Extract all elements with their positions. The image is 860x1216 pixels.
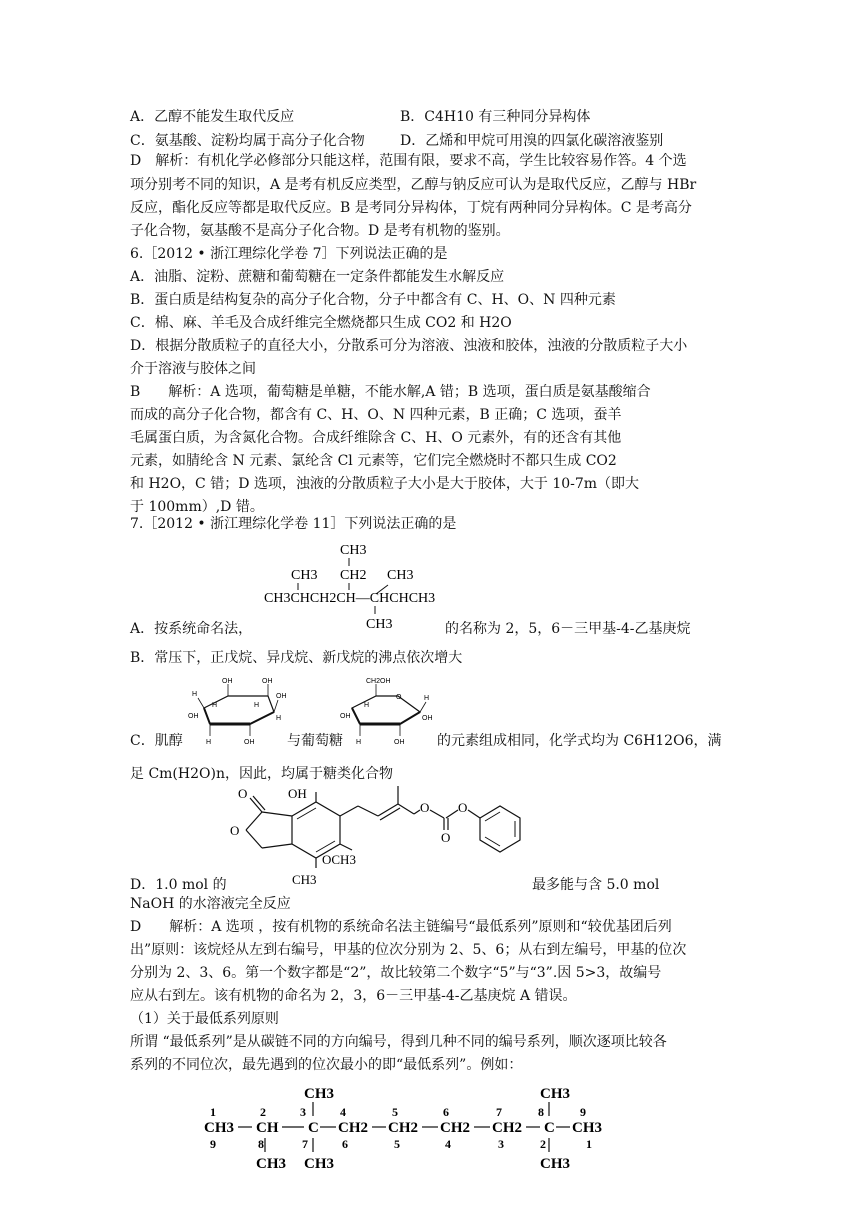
glucose-structure <box>340 676 440 748</box>
example-num-top-7: 7 <box>496 1105 502 1119</box>
example-num-top-2: 2 <box>260 1105 266 1119</box>
q5-option-c: C．氨基酸、淀粉均属于高分子化合物 <box>130 133 365 149</box>
q6-answer-line-6: 于 100mm）,D 错。 <box>130 499 264 515</box>
q5-answer-line-1: D 解析：有机化学必修部分只能这样，范围有限，要求不高，学生比较容易作答。4 个选 <box>130 153 687 169</box>
example-bottom-ch3-c2: CH3 <box>256 1156 286 1172</box>
q7-answer-line-3: 分别为 2、3、6。第一个数字都是“2”，故比较第二个数字“5”与“3”.因 5>3，故编号 <box>130 965 662 981</box>
struct-a-top-ch3: CH3 <box>340 543 367 558</box>
example-bottom-ch3-c3: CH3 <box>304 1156 334 1172</box>
q7-option-c-line-2: 足 Cm(H2O)n，因此，均属于糖类化合物 <box>130 766 393 782</box>
struct-a-main-chain: CH3CHCH2CH—CHCHCH3 <box>264 591 436 606</box>
alkane-structure-a <box>258 538 448 634</box>
example-c8: C <box>544 1120 555 1136</box>
q7-stem: 7.［2012 • 浙江理综化学卷 11］下列说法正确的是 <box>130 516 457 532</box>
q7-answer-line-1: D 解析：A 选项 ，按有机物的系统命名法主链编号“最低系列”原则和“较优基团后列 <box>130 919 672 935</box>
compound-d-oh: OH <box>288 786 307 801</box>
q7-subsection-line-2: 所谓 “最低系列”是从碳链不同的方向编号，得到几种不同的编号系列，顺次逐项比较各 <box>130 1034 667 1050</box>
glucose-h-1: H <box>424 695 430 702</box>
compound-d-ring-o: O <box>230 823 240 838</box>
example-num-top-3: 3 <box>300 1105 306 1119</box>
q6-answer-line-3: 毛属蛋白质，为含氮化合物。合成纤维除含 C、H、O 元素外，有的还含有其他 <box>130 430 622 446</box>
example-c5: CH2 <box>388 1120 418 1136</box>
q7-subsection-1: （1）关于最低系列原则 <box>130 1011 279 1027</box>
q6-answer-line-2: 而成的高分子化合物，都含有 C、H、O、N 四种元素，B 正确；C 选项，蚕羊 <box>130 407 622 423</box>
example-top-ch3-c8: CH3 <box>540 1086 570 1102</box>
example-num-top-9: 9 <box>580 1105 586 1119</box>
q6-answer-line-4: 元素，如腈纶含 N 元素、氯纶含 Cl 元素等，它们完全燃烧时不都只生成 CO2 <box>130 453 617 469</box>
compound-d-ester-o2: O <box>458 800 468 815</box>
q7-option-d-suffix: 最多能与含 5.0 mol <box>532 877 660 893</box>
struct-a-ch3-left: CH3 <box>291 568 318 583</box>
example-c1: CH3 <box>204 1120 234 1136</box>
struct-a-ch3-right: CH3 <box>387 568 414 583</box>
q7-option-a-suffix: 的名称为 2，5，6－三甲基-4-乙基庚烷 <box>445 621 691 637</box>
example-c3: C <box>308 1120 319 1136</box>
inositol-h-4: H <box>276 715 282 722</box>
example-c4: CH2 <box>338 1120 368 1136</box>
inositol-structure <box>188 676 288 748</box>
glucose-ring-o: O <box>396 694 402 701</box>
q7-option-c-middle: 与葡萄糖 <box>287 733 343 749</box>
example-top-ch3-c3: CH3 <box>304 1086 334 1102</box>
q6-answer-line-1: B 解析：A 选项，葡萄糖是单糖，不能水解,A 错；B 选项，蛋白质是氨基酸缩合 <box>130 384 651 400</box>
inositol-oh-5: OH <box>244 739 255 746</box>
q6-option-b: B．蛋白质是结构复杂的高分子化合物，分子中都含有 C、H、O、N 四种元素 <box>130 292 616 308</box>
q7-option-d-line-2: NaOH 的水溶液完全反应 <box>130 896 291 912</box>
q6-answer-line-5: 和 H2O，C 错；D 选项，浊液的分散质粒子大小是大于胶体，大于 10-7m（即大 <box>130 476 640 492</box>
example-num-top-1: 1 <box>210 1105 216 1119</box>
q7-answer-line-4: 应从右到左。该有机物的命名为 2，3，6－三甲基-4-乙基庚烷 A 错误。 <box>130 988 577 1004</box>
glucose-oh-1: OH <box>340 713 351 720</box>
q6-option-d-line-2: 介于溶液与胶体之间 <box>130 361 256 377</box>
example-c7: CH2 <box>492 1120 522 1136</box>
q5-answer-line-2: 项分别考不同的知识，A 是考有机反应类型，乙醇与钠反应可认为是取代反应，乙醇与 HBr <box>130 177 697 193</box>
compound-d-ch3: CH3 <box>292 872 317 887</box>
q6-option-a: A．油脂、淀粉、蔗糖和葡萄糖在一定条件都能发生水解反应 <box>130 269 505 285</box>
example-num-top-5: 5 <box>392 1105 398 1119</box>
inositol-oh-2: OH <box>262 678 273 685</box>
q7-option-c-suffix: 的元素组成相同，化学式均为 C6H12O6，满 <box>437 733 722 749</box>
inositol-h-5: H <box>206 739 212 746</box>
inositol-oh-1: OH <box>222 678 233 685</box>
struct-a-ch2: CH2 <box>340 568 367 583</box>
q7-option-a-prefix: A．按系统命名法， <box>130 621 253 637</box>
compound-d-carbonate-o: O <box>441 830 451 845</box>
q7-option-d-prefix: D．1.0 mol 的 <box>130 877 227 893</box>
example-c9: CH3 <box>572 1120 602 1136</box>
compound-d-carbonyl-o: O <box>238 786 248 801</box>
q7-answer-line-2: 出”原则：该烷烃从左到右编号，甲基的位次分别为 2、5、6；从右到左编号，甲基的位次 <box>130 942 687 958</box>
struct-a-bottom-ch3: CH3 <box>366 617 393 632</box>
glucose-h-3: H <box>356 739 362 746</box>
example-c2: CH <box>256 1120 279 1136</box>
q6-option-d-line-1: D．根据分散质粒子的直径大小，分散系可分为溶液、浊液和胶体，浊液的分散质粒子大小 <box>130 338 688 354</box>
example-num-bot-6: 6 <box>342 1137 348 1151</box>
example-num-bot-3: 3 <box>498 1137 504 1151</box>
q5-option-a: A．乙醇不能发生取代反应 <box>130 109 295 125</box>
example-num-bot-9: 9 <box>210 1137 216 1151</box>
glucose-oh-2: OH <box>422 715 433 722</box>
q7-subsection-line-3: 系列的不同位次，最先遇到的位次最小的即“最低系列”。例如： <box>130 1057 523 1073</box>
example-bottom-ch3-c8: CH3 <box>540 1156 570 1172</box>
example-num-bot-5: 5 <box>394 1137 400 1151</box>
glucose-h-2: H <box>364 702 370 709</box>
example-c6: CH2 <box>440 1120 470 1136</box>
example-num-bot-8: 8 <box>258 1137 264 1151</box>
q7-option-c-prefix: C．肌醇 <box>130 733 183 749</box>
example-num-bot-7: 7 <box>302 1137 308 1151</box>
q7-option-b: B．常压下，正戊烷、异戊烷、新戊烷的沸点依次增大 <box>130 650 463 666</box>
inositol-oh-3: OH <box>276 693 287 700</box>
example-num-bot-2: 2 <box>540 1137 546 1151</box>
example-num-top-6: 6 <box>443 1105 449 1119</box>
inositol-h-1: H <box>192 691 198 698</box>
compound-d-ester-o1: O <box>420 800 430 815</box>
example-num-top-4: 4 <box>340 1105 346 1119</box>
example-num-top-8: 8 <box>538 1105 544 1119</box>
q5-option-b: B．C4H10 有三种同分异构体 <box>400 109 591 125</box>
inositol-h-2: H <box>212 702 218 709</box>
q5-answer-line-3: 反应，酯化反应等都是取代反应。B 是考同分异构体，丁烷有两种同分异构体。C 是考高分 <box>130 200 692 216</box>
q5-answer-line-4: 子化合物，氨基酸不是高分子化合物。D 是考有机物的鉴别。 <box>130 223 510 239</box>
glucose-ch2oh: CH2OH <box>366 678 391 685</box>
compound-d-och3: OCH3 <box>322 852 356 867</box>
inositol-oh-4: OH <box>188 713 199 720</box>
compound-d-structure <box>222 784 532 890</box>
q6-stem: 6.［2012 • 浙江理综化学卷 7］下列说法正确的是 <box>130 246 448 262</box>
q5-option-d: D．乙烯和甲烷可用溴的四氯化碳溶液鉴别 <box>400 133 664 149</box>
inositol-h-3: H <box>254 702 260 709</box>
glucose-oh-3: OH <box>394 739 405 746</box>
numbering-example-structure <box>200 1078 620 1174</box>
example-num-bot-1: 1 <box>586 1137 592 1151</box>
example-num-bot-4: 4 <box>445 1137 451 1151</box>
q6-option-c: C．棉、麻、羊毛及合成纤维完全燃烧都只生成 CO2 和 H2O <box>130 315 512 331</box>
